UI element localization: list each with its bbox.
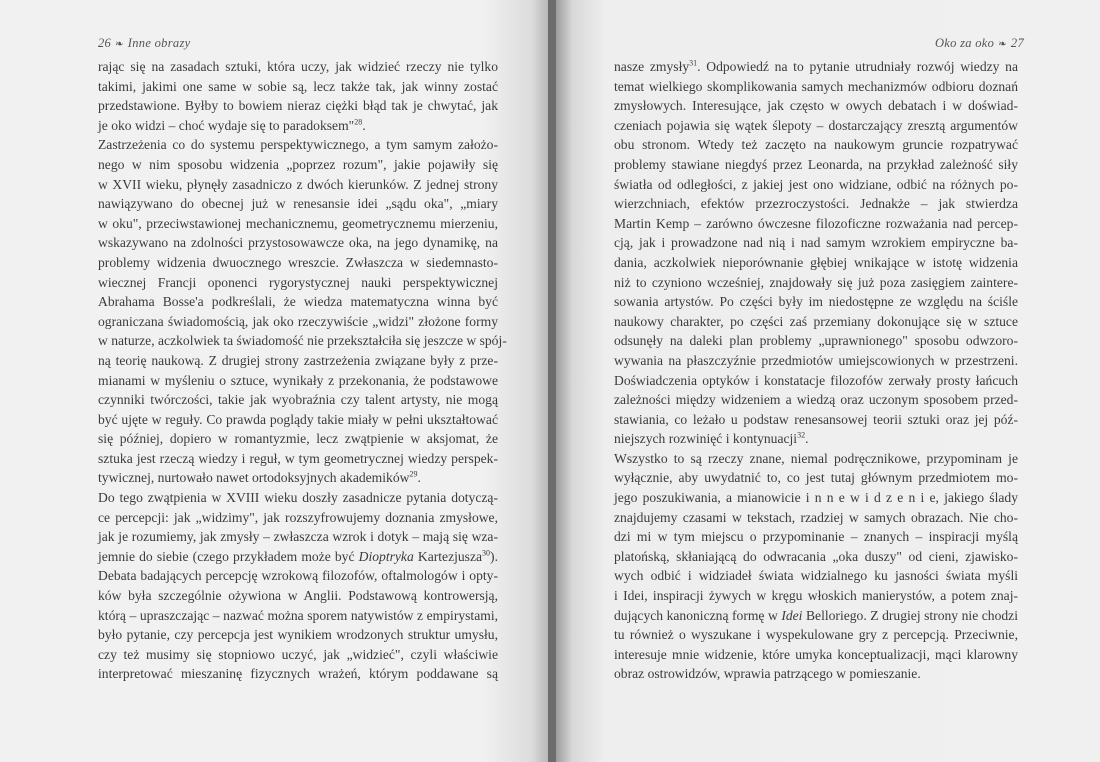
text-line bbox=[614, 253, 1018, 273]
book-gutter bbox=[548, 0, 556, 762]
text-line bbox=[614, 96, 1018, 116]
ornament-icon: ❧ bbox=[998, 39, 1007, 50]
text-fragment: odsunęły na daleki plan problemy „uprawnionego" sposobu odwzoro- bbox=[614, 333, 1018, 349]
left-page bbox=[0, 0, 548, 762]
text-line bbox=[98, 253, 498, 273]
text-fragment: . bbox=[417, 470, 421, 486]
text-fragment: platońską, skłaniającą do odwracania „oka duszy" od cieni, zjawisko- bbox=[614, 548, 1018, 564]
text-fragment: czeniach pojawia się wątek ślepoty – dostarczający zresztą argumentów bbox=[614, 117, 1018, 133]
text-fragment: ). bbox=[490, 548, 498, 564]
right-page-number: 27 bbox=[1010, 36, 1024, 50]
text-line bbox=[614, 214, 1018, 234]
text-fragment: w oku", przeciwstawionej mechanicznemu, geometrycznemu mierzeniu, bbox=[98, 215, 498, 231]
left-running-title: Inne obrazy bbox=[127, 36, 191, 50]
text-line bbox=[98, 175, 498, 195]
text-line bbox=[98, 527, 498, 547]
text-line bbox=[614, 527, 1018, 547]
text-fragment: czynniki twórczości, takie jak wyobraźnia czy talent artysty, nie mogą bbox=[98, 392, 498, 408]
text-fragment: ków była szczególnie ożywiona w Anglii. Podstawową kontrowersją, bbox=[98, 588, 498, 604]
text-fragment: Martin Kemp – zarówno ówczesne filozoficzne rozważania nad percep- bbox=[614, 215, 1018, 231]
text-fragment: Kartezjusza bbox=[413, 548, 483, 564]
text-line bbox=[98, 57, 498, 77]
text-fragment: nego w nim sposobu widzenia „poprzez rozum", jakie pojawiły się bbox=[98, 156, 498, 172]
text-fragment: i Idei, inspiracji żywych w kręgu włoskich manierystów, a potem znaj- bbox=[614, 588, 1018, 604]
text-fragment: naukowy charakter, po części zaś przemiany dokonujące się w sztuce bbox=[614, 313, 1018, 329]
text-fragment: ograniczana świadomością, jak oko rzeczywiście „widzi" złożone formy bbox=[98, 313, 498, 329]
text-line bbox=[98, 586, 498, 606]
text-fragment: interesuje mnie widzenie, które umyka konceptualizacji, mąci klarowny bbox=[614, 646, 1018, 662]
text-fragment: temat wielkiego skomplikowania samych mechanizmów odbioru doznań bbox=[614, 78, 1018, 94]
text-line bbox=[98, 410, 498, 430]
text-line bbox=[98, 331, 507, 351]
text-line bbox=[614, 625, 1018, 645]
text-fragment: zmysłowych. Interesujące, jak często w owych debatach i w doświad- bbox=[614, 98, 1018, 114]
footnote-ref: 32 bbox=[797, 430, 806, 440]
text-fragment: czy też musimy się stopniowo uczyć, jak „widzieć", czyli właściwie bbox=[98, 646, 498, 662]
text-fragment: dujących kanoniczną formę w bbox=[614, 607, 782, 623]
left-body-text bbox=[98, 57, 507, 684]
text-line bbox=[614, 155, 1018, 175]
text-line bbox=[98, 135, 498, 155]
text-line bbox=[614, 468, 1018, 488]
text-line bbox=[614, 371, 1018, 391]
text-line bbox=[614, 586, 1018, 606]
text-line bbox=[98, 449, 498, 469]
text-line bbox=[98, 96, 498, 116]
text-fragment: cją, jak i prowadzone nad nią i nad samym wzrokiem empiryczne ba- bbox=[614, 235, 1018, 251]
text-line bbox=[98, 194, 498, 214]
right-running-title: Oko za oko bbox=[934, 36, 995, 50]
text-line bbox=[98, 566, 498, 586]
text-fragment: znajdujemy czasami w tekstach, rzadziej w samych obrazach. Nie cho- bbox=[614, 509, 1018, 525]
text-line bbox=[98, 429, 498, 449]
right-running-header bbox=[935, 36, 1024, 51]
text-line bbox=[98, 625, 498, 645]
text-line bbox=[614, 449, 1018, 469]
text-fragment: światła od odległości, z jakiej jest ono widziane, odbić na różnych po- bbox=[614, 176, 1018, 192]
ornament-icon: ❧ bbox=[115, 39, 124, 50]
text-fragment: Debata badających percepcję wzrokową filozofów, oftalmologów i opty- bbox=[98, 568, 498, 584]
text-line bbox=[614, 429, 1018, 449]
text-fragment: którą – upraszczając – nazwać można sporem natywistów z empirystami, bbox=[98, 607, 498, 623]
text-fragment: dania, aczkolwiek nieporównanie głębiej wnikające w istotę widzenia bbox=[614, 254, 1018, 270]
text-fragment: dzi mi w tym miejscu o przypominanie – znanych – inspiracji myślą bbox=[614, 529, 1018, 545]
text-line bbox=[614, 194, 1018, 214]
text-fragment: ną teorię naukową. Z drugiej strony zastrzeżenia związane były z prze- bbox=[98, 352, 498, 368]
text-line bbox=[98, 645, 498, 665]
text-line bbox=[98, 77, 498, 97]
text-fragment: być ujęte w reguły. Co prawda poglądy takie miały w pełni ukształtować bbox=[98, 411, 498, 427]
text-line bbox=[98, 488, 498, 508]
footnote-ref: 30 bbox=[482, 548, 491, 558]
text-line bbox=[98, 664, 498, 684]
text-fragment: było pytanie, czy percepcja jest wynikiem wrodzonych struktur umysłu, bbox=[98, 627, 498, 643]
text-fragment: wierzchniach, efektów przezroczystości. Jednakże – jak stwierdza bbox=[614, 196, 1018, 212]
text-fragment: wywania na płaszczyźnie przedmiotów umiejscowionych w przestrzeni. bbox=[614, 352, 1018, 368]
text-fragment: w naturze, aczkolwiek ta świadomość nie przekształciła się jeszcze w spój- bbox=[98, 333, 507, 349]
footnote-ref: 28 bbox=[354, 117, 363, 127]
text-fragment: sowania artystów. Po części były im niedostępne ze względu na ściśle bbox=[614, 294, 1018, 310]
text-fragment: . bbox=[805, 431, 809, 447]
text-line bbox=[98, 312, 498, 332]
text-line bbox=[98, 155, 498, 175]
text-fragment: Wszystko to są rzeczy znane, niemal podręcznikowe, przypominam je bbox=[614, 450, 1018, 466]
right-body-text bbox=[614, 57, 1018, 684]
text-line bbox=[98, 547, 498, 567]
text-line bbox=[98, 351, 498, 371]
text-fragment: Doświadczenia optyków i konstatacje filozofów zerwały prosty łańcuch bbox=[614, 372, 1018, 388]
text-fragment: w XVII wieku, płynęły zasadniczo z dwóch kierunków. Z jednej strony bbox=[98, 176, 498, 192]
text-fragment: Zastrzeżenia co do systemu perspektywicznego, a tym samym założo- bbox=[98, 137, 498, 153]
text-fragment: niejszych rozwinięć i kontynuacji bbox=[614, 431, 798, 447]
text-fragment: sztuka jest rzeczą wiedzy i reguł, w tym geometrycznej wiedzy perspek- bbox=[98, 450, 498, 466]
text-line bbox=[614, 273, 1018, 293]
text-fragment: obu stronom. Wtedy też zaczęto na naukowym gruncie rozpatrywać bbox=[614, 137, 1018, 153]
italic-title: Dioptryka bbox=[358, 548, 414, 564]
text-line bbox=[614, 351, 1018, 371]
text-line bbox=[98, 116, 498, 136]
text-line bbox=[614, 547, 1018, 567]
text-line bbox=[98, 468, 498, 488]
text-fragment: jemnie do siebie (czego przykładem może być bbox=[98, 548, 359, 564]
text-fragment: nawiązywano do obecnej już w renesansie idei „sądu oka", „miary bbox=[98, 196, 498, 212]
text-line bbox=[98, 606, 498, 626]
text-fragment: je oko widzi – choć wydaje się to paradoksem" bbox=[98, 117, 355, 133]
text-line bbox=[98, 233, 498, 253]
text-fragment: jego poszukiwania, a mianowicie i n n e w i d z e n i e, jakiego ślady bbox=[614, 490, 1018, 506]
text-line bbox=[614, 233, 1018, 253]
text-line bbox=[614, 135, 1018, 155]
text-fragment: zależności między widzeniem a wiedzą oraz uczonym sposobem przed- bbox=[614, 392, 1018, 408]
text-line bbox=[98, 214, 498, 234]
text-line bbox=[614, 508, 1018, 528]
text-fragment: problemy stawiane niegdyś przez Leonarda, na przykład zależność siły bbox=[614, 156, 1018, 172]
text-line bbox=[614, 312, 1018, 332]
text-fragment: tu również o wyszukane i wyspekulowane gry z percepcją. Przeciwnie, bbox=[614, 627, 1018, 643]
text-line bbox=[98, 508, 498, 528]
text-fragment: . Odpowiedź na to pytanie utrudniały rozwój wiedzy na bbox=[697, 59, 1019, 74]
text-fragment: takimi, jakimi one same w sobie są, lecz także tak, jak winny zostać bbox=[98, 78, 498, 94]
text-line bbox=[614, 645, 1018, 665]
text-fragment: obraz ostrowidzów, wprawia patrzącego w pomieszanie. bbox=[614, 666, 921, 682]
text-fragment: niż to czyniono wcześniej, znajdowały się już poza zasięgiem zaintere- bbox=[614, 274, 1018, 290]
text-fragment: Do tego zwątpienia w XVIII wieku doszły zasadnicze pytania dotyczą- bbox=[98, 490, 498, 506]
text-fragment: ce percepcji: jak „widzimy", jak rozszyfrowujemy doznania zmysłowe, bbox=[98, 509, 498, 525]
text-fragment: wskazywano na zdolności przystosowawcze oka, na jego dynamikę, na bbox=[98, 235, 498, 251]
text-fragment: tywicznej, nurtowało nawet ortodoksyjnych akademików bbox=[98, 470, 410, 486]
text-line bbox=[614, 116, 1018, 136]
text-line bbox=[614, 57, 1018, 77]
text-line bbox=[614, 410, 1018, 430]
text-line bbox=[614, 77, 1018, 97]
text-fragment: stawiania, co leżało u podstaw renesansowej teorii sztuki oraz jej póź- bbox=[614, 411, 1018, 427]
text-fragment: Belloriego. Z drugiej strony nie chodzi bbox=[802, 607, 1018, 623]
text-line bbox=[98, 273, 498, 293]
text-line bbox=[614, 175, 1018, 195]
text-fragment: . bbox=[362, 117, 366, 133]
text-fragment: Abrahama Bosse'a podkreślali, że wiedza matematyczna winna być bbox=[98, 294, 498, 310]
text-fragment: przedstawione. Byłby to bowiem nieraz ciężki błąd tak je chwytać, jak bbox=[98, 98, 498, 114]
text-line bbox=[98, 371, 498, 391]
footnote-ref: 29 bbox=[409, 469, 418, 479]
text-fragment: wych odbić i widziadeł świata widzialnego ku jasności świata myśli bbox=[614, 568, 1018, 584]
text-fragment: mianami w myśleniu o sztuce, wynikały z przekonania, że podstawowe bbox=[98, 372, 498, 388]
text-fragment: wiecznej Francji oponenci rygorystycznej nauki perspektywicznej bbox=[98, 274, 498, 290]
text-line bbox=[614, 488, 1018, 508]
text-line bbox=[614, 292, 1018, 312]
text-line bbox=[614, 606, 1018, 626]
text-fragment: się później, dopiero w romantyzmie, lecz zwątpienie w aksjomat, że bbox=[98, 431, 498, 447]
footnote-ref: 31 bbox=[689, 58, 698, 68]
text-fragment: nasze zmysły bbox=[614, 59, 690, 74]
text-fragment: problemy widzenia dwuocznego wreszcie. Zwłaszcza w siedemnasto- bbox=[98, 254, 498, 270]
text-line bbox=[614, 664, 1018, 684]
left-page-number: 26 bbox=[98, 36, 112, 50]
left-running-header bbox=[98, 36, 190, 51]
italic-title: Idei bbox=[781, 607, 803, 623]
text-line bbox=[98, 390, 498, 410]
text-fragment: wyłącznie, aby uwydatnić to, co jest tutaj głównym przedmiotem mo- bbox=[614, 470, 1018, 486]
text-fragment: rając się na zasadach sztuki, która uczy, jak widzieć rzeczy nie tylko bbox=[98, 59, 498, 74]
text-fragment: interpretować mieszaninę fizycznych wrażeń, którym poddawane są bbox=[98, 666, 498, 682]
text-fragment: jak je rozumiemy, jak zmysły – zwłaszcza wzrok i dotyk – mają się wza- bbox=[98, 529, 498, 545]
text-line bbox=[98, 292, 498, 312]
text-line bbox=[614, 331, 1018, 351]
text-line bbox=[614, 566, 1018, 586]
text-line bbox=[614, 390, 1018, 410]
